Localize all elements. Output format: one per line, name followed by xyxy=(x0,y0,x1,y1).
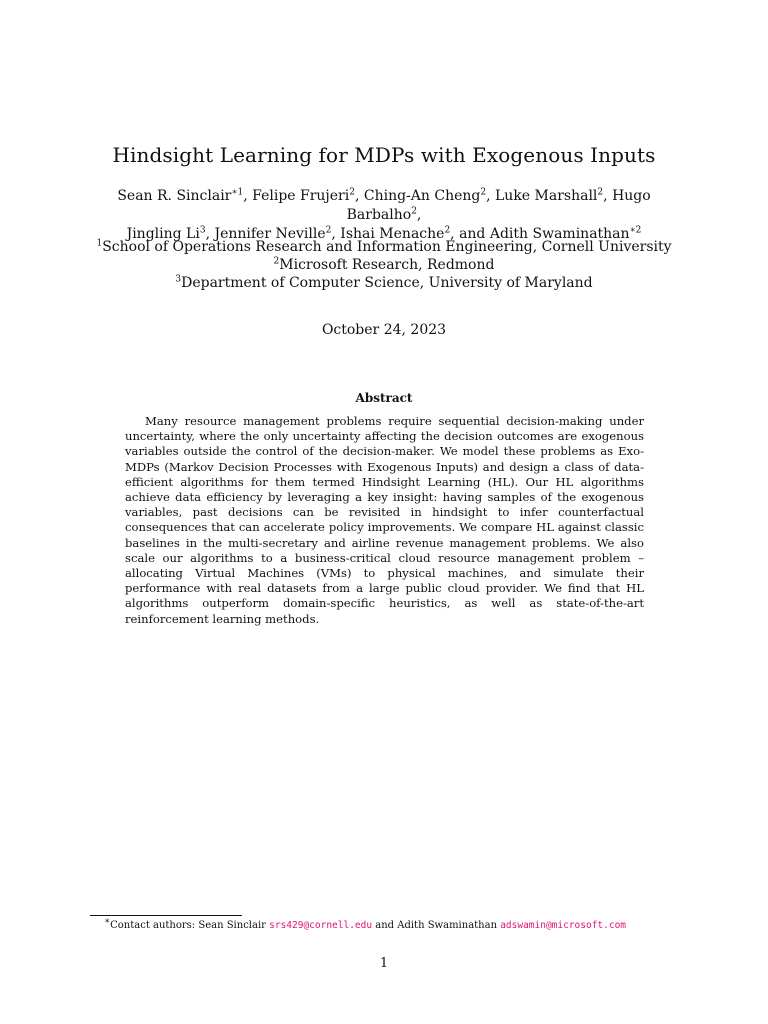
author-list xyxy=(80,187,688,244)
author-affiliation-mark: 2 xyxy=(597,187,604,198)
author-affiliation-mark: 2 xyxy=(480,187,487,198)
affiliation-mark: 2 xyxy=(273,256,280,267)
author-affiliation-mark: 2 xyxy=(325,225,332,236)
abstract-body: Many resource management problems require sequential decision-making under uncertainty, where the only uncertainty affecting the decision outcomes are exogenous variables outside the control of the decision-maker. We model these problems as Exo-MDPs (Markov Decision Processes with Exogenous Inputs) and design a class of data-efficient algorithms for them termed Hindsight Learning (HL). Our HL algorithms achieve data efficiency by leveraging a key insight: having samples of the exogenous variables, past decisions can be revisited in hindsight to infer counterfactual consequences that can accelerate policy improvements. We compare HL against classic baselines in the multi-secretary and airline revenue management problems. We also scale our algorithms to a business-critical cloud resource management problem – allocating Virtual Machines (VMs) to physical machines, and simulate their performance with real datasets from a large public cloud provider. We find that HL algorithms outperform domain-specific heuristics, as well as state-of-the-art reinforcement learning methods. xyxy=(125,414,644,626)
affiliation-text: Microsoft Research, Redmond xyxy=(279,257,495,273)
affiliation-list xyxy=(60,238,708,292)
affiliation-mark: 1 xyxy=(96,238,103,249)
email-link-swaminathan[interactable]: adswamin@microsoft.com xyxy=(500,920,627,931)
affiliation-item xyxy=(60,256,708,274)
affiliation-mark: 3 xyxy=(175,274,182,285)
author-affiliation-mark: 2 xyxy=(411,206,417,217)
author-separator: , xyxy=(354,188,364,204)
affiliation-text: School of Operations Research and Information Engineering, Cornell University xyxy=(102,239,672,255)
footnote-prefix: Contact authors: Sean Sinclair xyxy=(110,920,270,931)
author-line-1 xyxy=(117,188,650,223)
footnote-rule xyxy=(90,915,242,916)
footnote-middle: and Adith Swaminathan xyxy=(372,920,501,931)
abstract-heading: Abstract xyxy=(355,391,413,405)
publication-date: October 24, 2023 xyxy=(321,322,447,338)
author-affiliation-mark: 3 xyxy=(199,225,206,236)
author-separator: , and xyxy=(450,226,490,242)
author-name: Jingling Li xyxy=(126,226,200,242)
author-separator: , xyxy=(486,188,495,204)
author-name: Ching-An Cheng xyxy=(363,188,481,204)
author-affiliation-mark: ∗1 xyxy=(231,187,244,198)
author-separator: , xyxy=(416,207,422,223)
author-name: Jennifer Neville xyxy=(214,226,326,242)
author-name: Ishai Menache xyxy=(340,226,445,242)
author-affiliation-mark: ∗2 xyxy=(629,225,642,236)
footnote xyxy=(104,916,627,931)
author-separator: , xyxy=(331,226,341,242)
email-link-sinclair[interactable]: srs429@cornell.edu xyxy=(269,920,373,931)
paper-title: Hindsight Learning for MDPs with Exogenous Inputs xyxy=(112,143,656,167)
author-separator: , xyxy=(205,226,215,242)
author-separator: , xyxy=(603,188,613,204)
author-affiliation-mark: 2 xyxy=(349,187,355,198)
author-separator: , xyxy=(243,188,253,204)
author-name: Hugo Barbalho xyxy=(346,188,651,223)
author-name: Felipe Frujeri xyxy=(252,188,350,204)
page-number: 1 xyxy=(379,956,389,971)
affiliation-item xyxy=(60,238,708,256)
affiliation-text: Department of Computer Science, University of Maryland xyxy=(181,275,593,291)
footnote-marker: ∗ xyxy=(104,916,111,927)
author-name: Luke Marshall xyxy=(495,188,598,204)
affiliation-item xyxy=(60,274,708,292)
author-name: Adith Swaminathan xyxy=(489,226,630,242)
author-name: Sean R. Sinclair xyxy=(117,188,232,204)
author-affiliation-mark: 2 xyxy=(444,225,451,236)
